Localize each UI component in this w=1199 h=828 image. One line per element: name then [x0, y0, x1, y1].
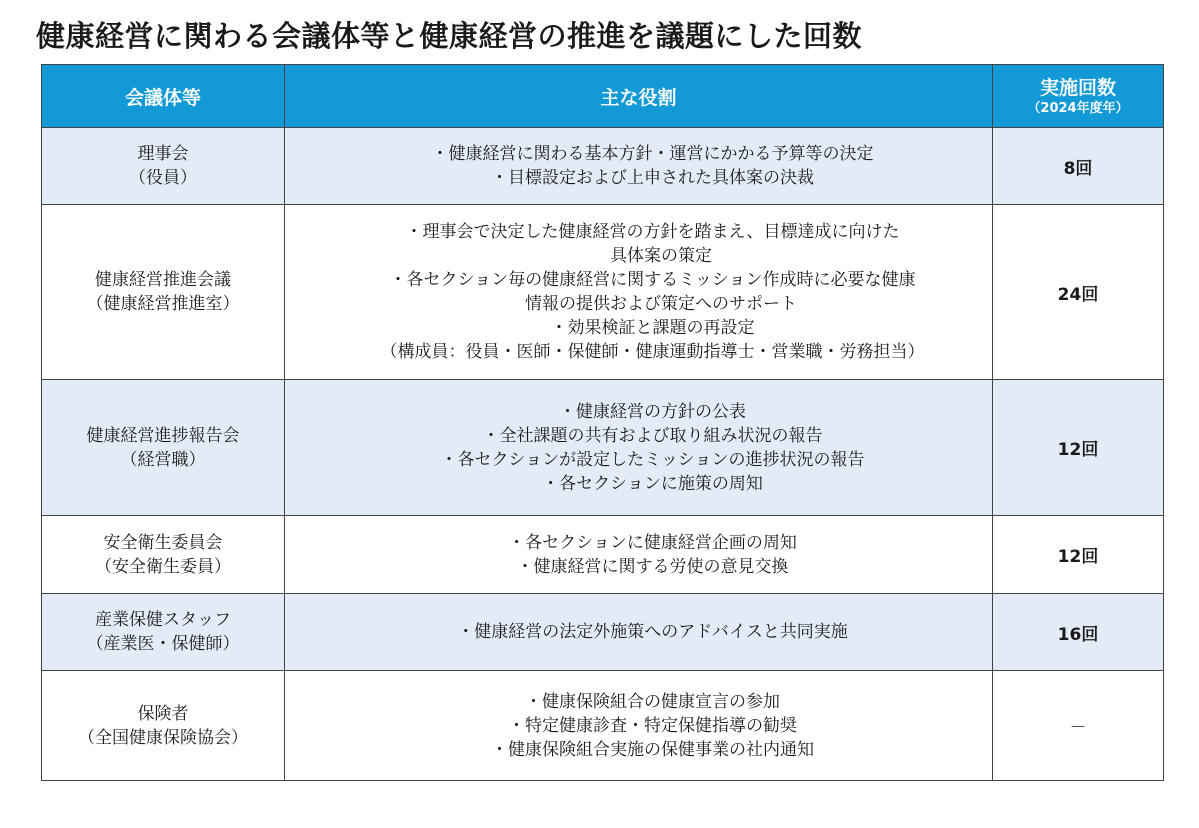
header-role [285, 65, 993, 128]
role-cell [285, 380, 993, 516]
role-line: ・健康経営の法定外施策へのアドバイスと共同実施 [457, 622, 848, 642]
body-cell [42, 516, 285, 594]
table-header-row [42, 65, 1164, 128]
body-members: （役員） [129, 168, 197, 188]
role-cell [285, 594, 993, 671]
count-cell: 8回 [993, 128, 1164, 205]
body-name: 理事会 [137, 144, 189, 164]
header-role-label: 主な役割 [600, 86, 677, 109]
role-line: ・各セクションに施策の周知 [542, 473, 763, 494]
meeting-table [41, 64, 1164, 781]
count-cell: 12回 [993, 380, 1164, 516]
count-cell: 24回 [993, 205, 1164, 380]
role-line: 情報の提供および策定へのサポート [508, 294, 797, 314]
count-cell: 12回 [993, 516, 1164, 594]
table-row [42, 594, 1164, 671]
role-line: ・健康経営の方針の公表 [559, 401, 746, 422]
role-cell [285, 671, 993, 781]
role-line: ・全社課題の共有および取り組み状況の報告 [482, 425, 823, 446]
body-name: 保険者 [137, 703, 189, 724]
role-line: ・特定健康診査・特定保健指導の勧奨 [508, 715, 797, 736]
role-line: ・理事会で決定した健康経営の方針を踏まえ、目標達成に向けた [405, 222, 900, 242]
role-line: ・各セクションが設定したミッションの進捗状況の報告 [440, 449, 865, 470]
body-members: （安全衛生委員） [95, 556, 231, 577]
header-count-sublabel: （2024年度年） [1027, 100, 1129, 116]
body-cell [42, 128, 285, 205]
page-title: 健康経営に関わる会議体等と健康経営の推進を議題にした回数 [36, 19, 863, 53]
table-row [42, 671, 1164, 781]
body-name: 産業保健スタッフ [95, 610, 231, 630]
role-line: ・目標設定および上申された具体案の決裁 [491, 168, 814, 188]
body-members: （健康経営推進室） [86, 294, 240, 314]
header-body-label: 会議体等 [124, 86, 201, 109]
role-line: ・効果検証と課題の再設定 [550, 318, 755, 338]
role-line: 具体案の策定 [593, 246, 712, 266]
role-line: ・健康保険組合実施の保健事業の社内通知 [491, 739, 814, 760]
role-line: ・健康保険組合の健康宣言の参加 [525, 691, 780, 712]
count-cell: 16回 [993, 594, 1164, 671]
role-line: ・健康経営に関わる基本方針・運営にかかる予算等の決定 [431, 144, 874, 164]
body-members: （産業医・保健師） [86, 634, 240, 654]
body-cell [42, 380, 285, 516]
role-line: ・各セクションに健康経営企画の周知 [508, 532, 797, 553]
role-cell [285, 205, 993, 380]
body-name: 安全衛生委員会 [103, 532, 223, 553]
body-cell [42, 671, 285, 781]
role-line: ・各セクション毎の健康経営に関するミッション作成時に必要な健康 [389, 270, 916, 290]
count-cell: － [993, 671, 1164, 781]
body-members: （全国健康保険協会） [78, 727, 248, 748]
header-count [993, 65, 1164, 128]
table-row [42, 205, 1164, 380]
body-cell [42, 594, 285, 671]
role-cell [285, 516, 993, 594]
role-line: （構成員：役員・医師・保健師・健康運動指導士・営業職・労務担当） [380, 342, 925, 362]
body-name: 健康経営推進会議 [95, 270, 231, 290]
table-row [42, 380, 1164, 516]
body-name: 健康経営進捗報告会 [86, 425, 240, 446]
table-row [42, 516, 1164, 594]
role-cell [285, 128, 993, 205]
header-count-label: 実施回数 [1039, 76, 1116, 99]
role-line: ・健康経営に関する労使の意見交換 [516, 556, 789, 577]
body-cell [42, 205, 285, 380]
header-body [42, 65, 285, 128]
table-row [42, 128, 1164, 205]
body-members: （経営職） [120, 449, 206, 470]
